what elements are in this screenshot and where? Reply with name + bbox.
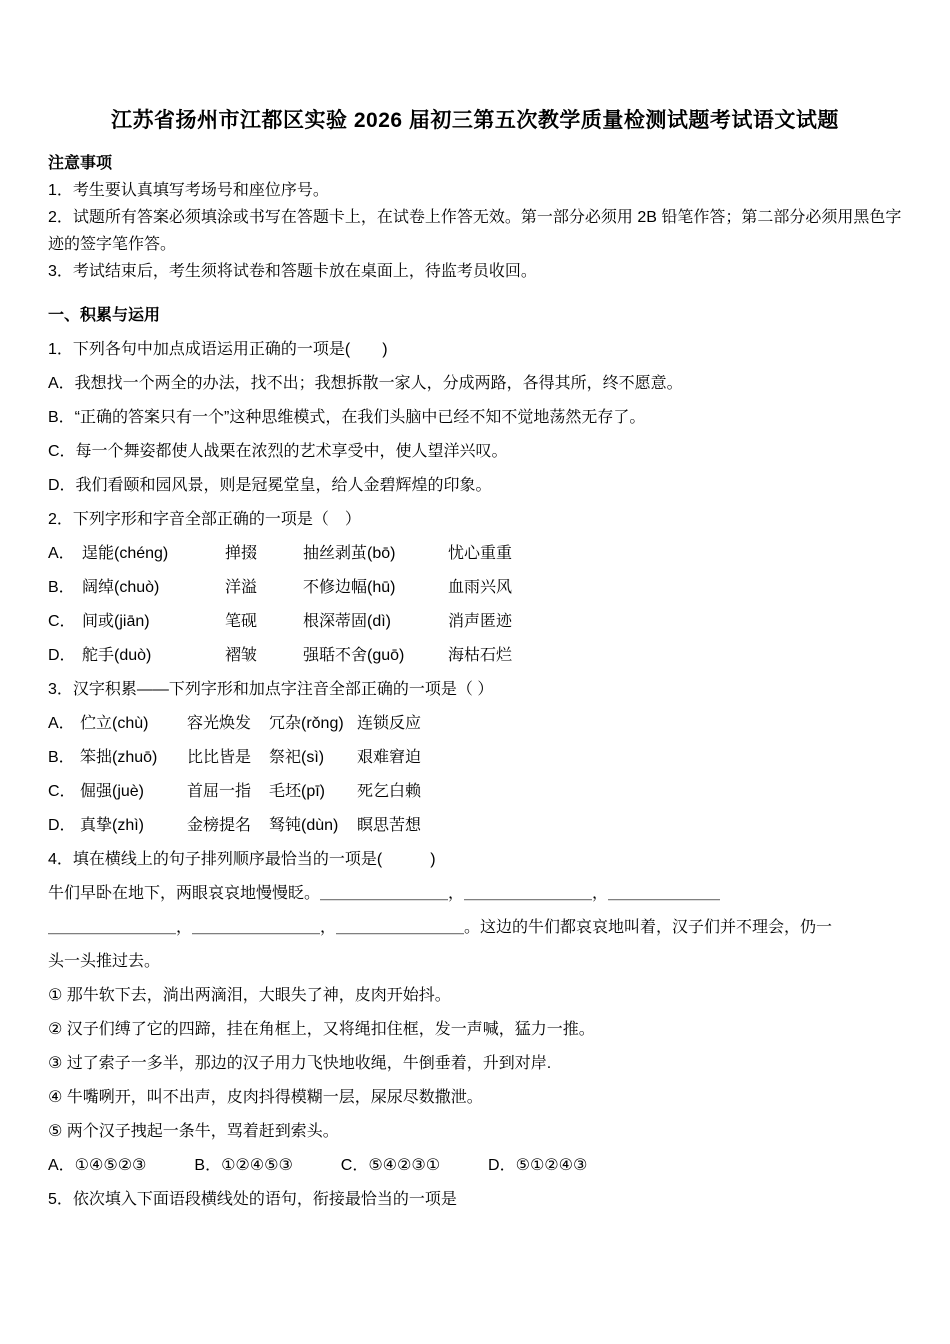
q1-option-a: A．我想找一个两全的办法，找不出；我想拆散一家人，分成两路，各得其所，终不愿意。 xyxy=(48,375,683,392)
q3-option-d xyxy=(48,815,902,836)
notice-item-3: 3．考试结束后，考生须将试卷和答题卡放在桌面上，待监考员收回。 xyxy=(48,263,537,280)
option-term: 不修边幅(hū) xyxy=(303,579,396,596)
option-term: 毛坯(pī) xyxy=(269,783,326,800)
option-term: 消声匿迹 xyxy=(448,613,513,630)
q4-stem: 4．填在横线上的句子排列顺序最恰当的一项是( ) xyxy=(48,851,436,868)
option-label: B． xyxy=(48,749,75,766)
q2-stem: 2．下列字形和字音全部正确的一项是（ ） xyxy=(48,511,361,528)
q4-paragraph-line-1: 牛们早卧在地下，两眼哀哀地慢慢眨。＿＿＿＿＿＿＿＿，＿＿＿＿＿＿＿＿，＿＿＿＿＿＿＿ xyxy=(48,885,721,902)
option-term: 伫立(chù) xyxy=(80,715,149,732)
notice-item-1: 1．考生要认真填写考场号和座位序号。 xyxy=(48,182,329,199)
option-term: 忧心重重 xyxy=(448,545,513,562)
notice-section xyxy=(48,150,902,285)
option-label: C． xyxy=(48,613,76,630)
option-term: 比比皆是 xyxy=(187,749,252,766)
option-term: 容光焕发 xyxy=(187,715,252,732)
q4-sentence-5: ⑤ 两个汉子拽起一条牛，骂着赶到索头。 xyxy=(48,1123,339,1140)
q4-sentence-3: ③ 过了索子一多半，那边的汉子用力飞快地收绳，牛倒垂着，升到对岸. xyxy=(48,1055,552,1072)
q1-option-c: C．每一个舞姿都使人战栗在浓烈的艺术享受中，使人望洋兴叹。 xyxy=(48,443,508,460)
option-label: D． xyxy=(48,817,76,834)
q3-option-b xyxy=(48,747,902,768)
q4-paragraph-line-3: 头一头推过去。 xyxy=(48,953,161,970)
q2-option-c xyxy=(48,611,902,632)
option-term: 强聒不舍(guō) xyxy=(303,647,405,664)
option-term: 冗杂(rǒng) xyxy=(269,715,344,732)
notice-item-2: 2．试题所有答案必须填涂或书写在答题卡上，在试卷上作答无效。第一部分必须用 2B 铅笔作答；第二部分必须用黑色字迹的签字笔作答。 xyxy=(48,209,902,253)
q4-sentence-4: ④ 牛嘴咧开，叫不出声，皮肉抖得模糊一层，屎尿尽数撒泄。 xyxy=(48,1089,483,1106)
option-term: 连锁反应 xyxy=(357,715,422,732)
option-label: B． xyxy=(48,579,75,596)
option-term: 倔强(juè) xyxy=(80,783,145,800)
option-term: 真挚(zhì) xyxy=(80,817,145,834)
option-term: 笔砚 xyxy=(225,613,258,630)
q2-option-a xyxy=(48,543,902,564)
q1-option-b: B．“正确的答案只有一个”这种思维模式，在我们头脑中已经不知不觉地荡然无存了。 xyxy=(48,409,646,426)
option-term: 间或(jiān) xyxy=(82,613,150,630)
option-term: 金榜提名 xyxy=(187,817,252,834)
q4-sentence-2: ② 汉子们缚了它的四蹄，挂在角框上，又将绳扣住框，发一声喊，猛力一推。 xyxy=(48,1021,595,1038)
option-label: D． xyxy=(48,647,76,664)
option-term: 洋溢 xyxy=(225,579,258,596)
option-label: A． xyxy=(48,715,75,732)
option-term: 阔绰(chuò) xyxy=(82,579,160,596)
q4-choices: A．①④⑤②③ B．①②④⑤③ C．⑤④②③① D．⑤①②④③ xyxy=(48,1157,588,1174)
option-label: C． xyxy=(48,783,76,800)
page-title: 江苏省扬州市江都区实验 2026 届初三第五次教学质量检测试题考试语文试题 xyxy=(111,109,839,132)
option-term: 根深蒂固(dì) xyxy=(303,613,392,630)
option-term: 掸掇 xyxy=(225,545,258,562)
q1-option-d: D．我们看颐和园风景，则是冠冕堂皇，给人金碧辉煌的印象。 xyxy=(48,477,492,494)
q1-stem: 1．下列各句中加点成语运用正确的一项是( ) xyxy=(48,341,388,358)
option-term: 血雨兴风 xyxy=(448,579,513,596)
q3-option-a xyxy=(48,713,902,734)
q5-stem: 5．依次填入下面语段横线处的语句，衔接最恰当的一项是 xyxy=(48,1191,457,1208)
q2-option-b xyxy=(48,577,902,598)
option-term: 首屈一指 xyxy=(187,783,252,800)
option-term: 舵手(duò) xyxy=(82,647,152,664)
option-term: 海枯石烂 xyxy=(448,647,513,664)
option-term: 褶皱 xyxy=(225,647,258,664)
q3-stem: 3．汉字积累——下列字形和加点字注音全部正确的一项是（ ） xyxy=(48,681,494,698)
option-term: 笨拙(zhuō) xyxy=(80,749,158,766)
option-term: 祭祀(sì) xyxy=(269,749,325,766)
option-term: 瞑思苦想 xyxy=(357,817,422,834)
notice-heading: 注意事项 xyxy=(48,155,113,172)
option-term: 逞能(chéng) xyxy=(82,545,169,562)
option-label: A． xyxy=(48,545,75,562)
option-term: 抽丝剥茧(bō) xyxy=(303,545,396,562)
section-heading: 一、积累与运用 xyxy=(48,307,161,324)
option-term: 驽钝(dùn) xyxy=(269,817,339,834)
q4-sentence-1: ① 那牛软下去，淌出两滴泪，大眼失了神，皮肉开始抖。 xyxy=(48,987,451,1004)
q3-option-c xyxy=(48,781,902,802)
option-term: 艰难窘迫 xyxy=(357,749,422,766)
q4-paragraph-line-2: ＿＿＿＿＿＿＿＿，＿＿＿＿＿＿＿＿，＿＿＿＿＿＿＿＿。这边的牛们都哀哀地叫着，汉子们并不理会，仍一 xyxy=(48,919,833,936)
option-term: 死乞白赖 xyxy=(357,783,422,800)
q2-option-d xyxy=(48,645,902,666)
